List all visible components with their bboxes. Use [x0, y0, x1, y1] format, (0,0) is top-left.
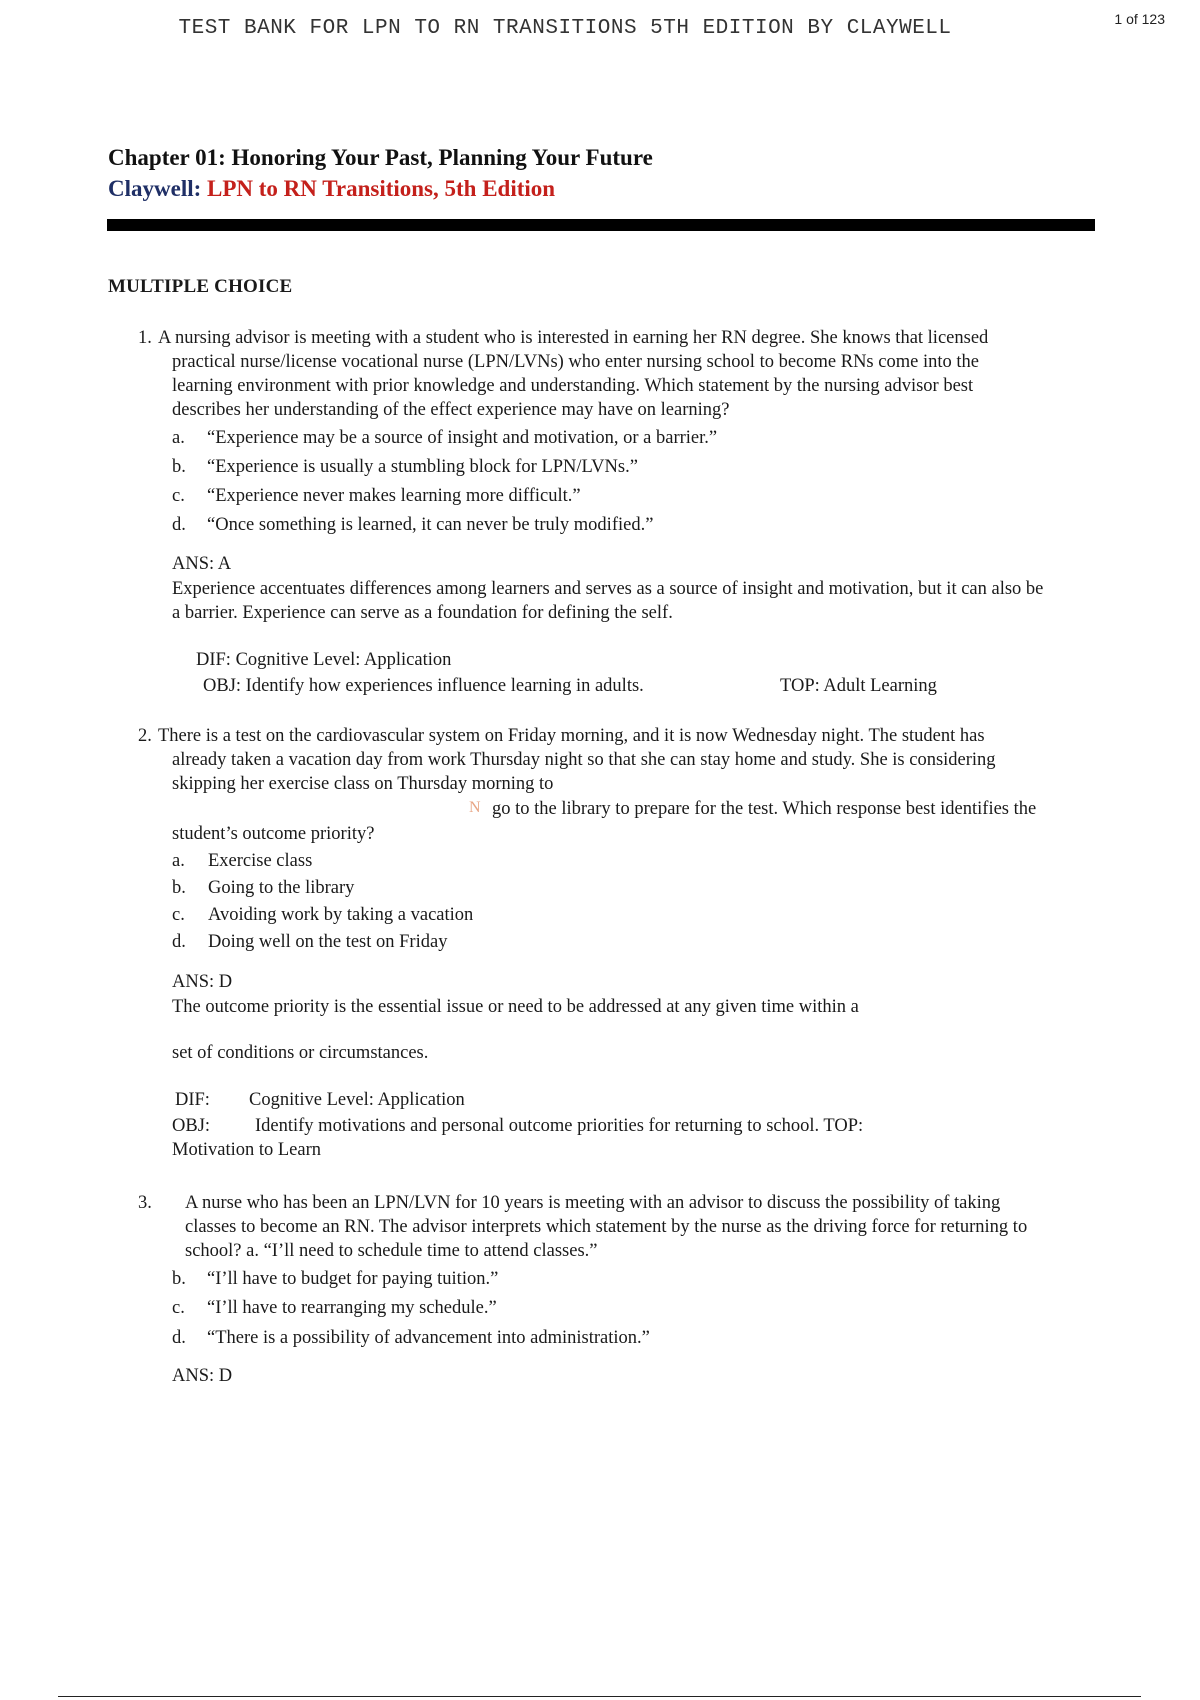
- book-title: LPN to RN Transitions, 5th Edition: [207, 176, 556, 201]
- option-text: Going to the library: [208, 878, 355, 898]
- option-letter: c.: [172, 1298, 185, 1318]
- topic: Motivation to Learn: [172, 1140, 321, 1160]
- question-stem-line: student’s outcome priority?: [172, 824, 375, 844]
- rationale-line: The outcome priority is the essential issue or need to be addressed at any given time within a: [172, 997, 859, 1017]
- option-letter: b.: [172, 878, 186, 898]
- option-text: “There is a possibility of advancement into administration.”: [207, 1328, 650, 1348]
- answer-key: ANS: D: [172, 1366, 233, 1386]
- book-subtitle: [108, 176, 555, 202]
- option-text: “I’ll have to budget for paying tuition.”: [207, 1269, 499, 1289]
- option-text: “I’ll have to rearranging my schedule.”: [207, 1298, 497, 1318]
- page-bottom-rule: [58, 1696, 1141, 1697]
- option-letter: a.: [172, 851, 185, 871]
- option-letter: b.: [172, 457, 186, 477]
- book-author: Claywell:: [108, 176, 202, 201]
- option-letter: d.: [172, 1328, 186, 1348]
- option-letter: c.: [172, 905, 185, 925]
- question-stem-line: There is a test on the cardiovascular system on Friday morning, and it is now Wednesday night. The student has: [158, 726, 985, 746]
- option-text: Exercise class: [208, 851, 313, 871]
- objective: OBJ: Identify how experiences influence learning in adults.: [203, 676, 644, 696]
- page-count: 1 of 123: [1114, 11, 1165, 27]
- rationale-line: Experience accentuates differences among learners and serves as a source of insight and motivation, but it can also be: [172, 579, 1044, 599]
- question-stem-line: A nurse who has been an LPN/LVN for 10 years is meeting with an advisor to discuss the possibility of taking: [185, 1193, 1001, 1213]
- option-letter: a.: [172, 428, 185, 448]
- option-text: “Experience may be a source of insight and motivation, or a barrier.”: [207, 428, 718, 448]
- question-number: 2.: [138, 726, 152, 746]
- answer-key: ANS: D: [172, 972, 233, 992]
- chapter-title: Chapter 01: Honoring Your Past, Planning Your Future: [108, 145, 653, 170]
- option-letter: b.: [172, 1269, 186, 1289]
- option-text: Doing well on the test on Friday: [208, 932, 448, 952]
- title-divider: [107, 219, 1095, 231]
- difficulty-level: DIF: Cognitive Level: Application: [196, 650, 452, 670]
- question-stem-line: classes to become an RN. The advisor interprets which statement by the nurse as the driving force for returning to: [185, 1217, 1028, 1237]
- question-stem-line: skipping her exercise class on Thursday morning to: [172, 774, 554, 794]
- rationale-line: a barrier. Experience can serve as a foundation for defining the self.: [172, 603, 673, 623]
- question-stem-line: practical nurse/license vocational nurse (LPN/LVNs) who enter nursing school to become RNs come into the: [172, 352, 979, 372]
- question-stem-line: go to the library to prepare for the test. Which response best identifies the: [492, 799, 1037, 819]
- objective-label: OBJ:: [172, 1116, 211, 1136]
- question-stem-line: A nursing advisor is meeting with a student who is interested in earning her RN degree. She knows that licensed: [158, 328, 989, 348]
- difficulty-label: DIF:: [175, 1090, 210, 1110]
- option-text: Avoiding work by taking a vacation: [208, 905, 474, 925]
- difficulty-level: Cognitive Level: Application: [249, 1090, 465, 1110]
- stray-mark: N: [469, 799, 481, 816]
- question-number: 3.: [138, 1193, 152, 1213]
- option-letter: d.: [172, 932, 186, 952]
- question-number: 1.: [138, 328, 152, 348]
- answer-key: ANS: A: [172, 554, 232, 574]
- document-header-title: TEST BANK FOR LPN TO RN TRANSITIONS 5TH EDITION BY CLAYWELL: [178, 17, 952, 40]
- topic: TOP: Adult Learning: [780, 676, 937, 696]
- question-stem-line: learning environment with prior knowledge and understanding. Which statement by the nursing advisor best: [172, 376, 974, 396]
- option-text: “Once something is learned, it can never be truly modified.”: [207, 515, 654, 535]
- rationale-line: set of conditions or circumstances.: [172, 1043, 429, 1063]
- question-stem-line: school? a. “I’ll need to schedule time to attend classes.”: [185, 1241, 598, 1261]
- objective: Identify motivations and personal outcome priorities for returning to school. TOP:: [255, 1116, 864, 1136]
- option-letter: c.: [172, 486, 185, 506]
- question-stem-line: describes her understanding of the effect experience may have on learning?: [172, 400, 730, 420]
- section-heading: MULTIPLE CHOICE: [108, 276, 293, 297]
- option-letter: d.: [172, 515, 186, 535]
- option-text: “Experience is usually a stumbling block for LPN/LVNs.”: [207, 457, 638, 477]
- option-text: “Experience never makes learning more difficult.”: [207, 486, 581, 506]
- question-stem-line: already taken a vacation day from work Thursday night so that she can stay home and study. She is considering: [172, 750, 996, 770]
